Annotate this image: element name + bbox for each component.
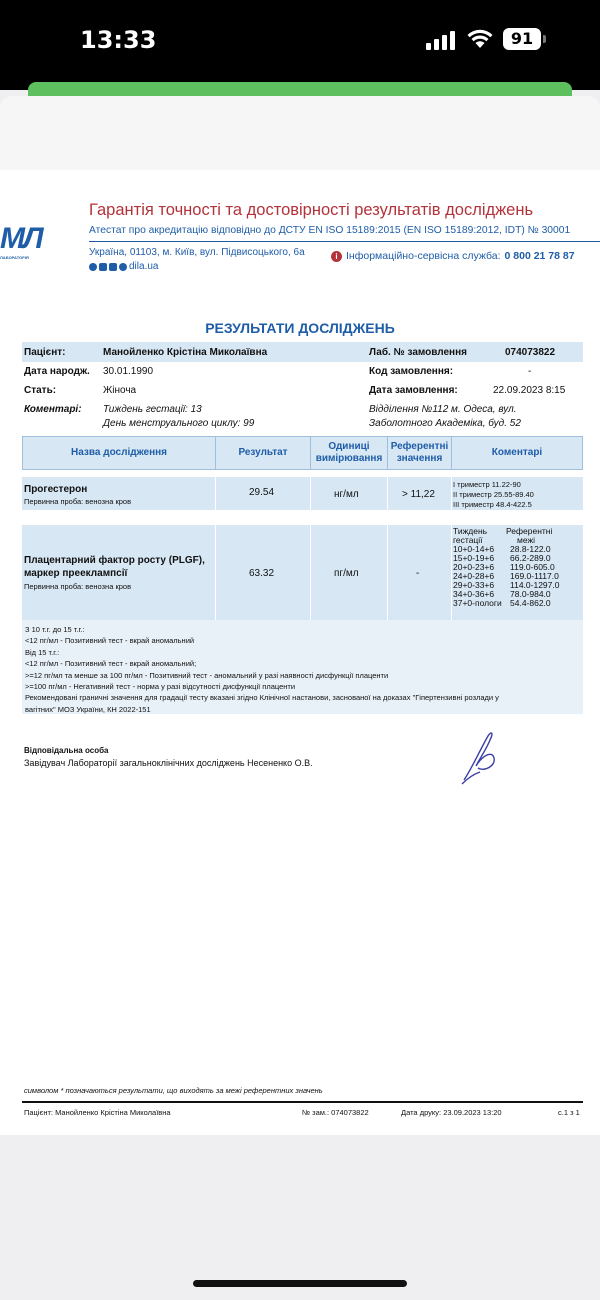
battery-indicator: 91 — [503, 28, 541, 50]
youtube-icon[interactable] — [119, 263, 127, 271]
wifi-icon — [466, 27, 494, 49]
lab-logo: МЛ ЛАБОРАТОРІЯ — [0, 222, 42, 260]
status-bar — [0, 0, 600, 90]
footnote: символом * позначаються результати, що виходять за межі референтних значень — [24, 1086, 323, 1095]
plgf-ref-limits: Референтні межі 28.8-122.0 66.2-289.0 119.0-605.0 169.0-1117.0 114.0-1297.0 78.0-984.0 54.4-862.0 — [506, 526, 560, 608]
viewer-sheet — [0, 96, 600, 172]
service-line — [331, 250, 575, 262]
header-title: Гарантія точності та достовірності результатів досліджень — [89, 201, 534, 219]
cellular-signal-icon — [426, 30, 458, 50]
responsible-label: Відповідальна особа — [24, 746, 109, 755]
status-time: 13:33 — [80, 26, 157, 54]
footer-order: № зам.: 074073822 — [302, 1108, 369, 1117]
battery-tip — [543, 35, 546, 43]
dob-row: Дата народж. 30.01.1990 Код замовлення: - — [24, 366, 532, 377]
instagram-icon[interactable] — [109, 263, 117, 271]
lab-report-document — [0, 170, 600, 1135]
home-indicator[interactable] — [193, 1280, 407, 1287]
responsible-name: Завідувач Лабораторії загальноклінічних досліджень Несененко О.В. — [24, 758, 313, 768]
social-links — [89, 261, 158, 272]
facebook-icon[interactable] — [99, 263, 107, 271]
results-table-header: Назва дослідження Результат Одиниці вимірювання Референтні значення Коментарі — [22, 436, 583, 470]
service-label: Інформаційно-сервісна служба: — [346, 250, 501, 262]
table-row-progesterone: Прогестерон Первинна проба: венозна кров 29.54 нг/мл > 11,22 I триместр 11.22-90 II триместр 25.55-89.40 III триместр 48.4-422.5 — [22, 477, 583, 510]
footer-divider — [22, 1101, 583, 1103]
service-phone[interactable]: 0 800 21 78 87 — [504, 250, 575, 262]
footer-page: с.1 з 1 — [558, 1108, 580, 1117]
comments-row: Коментарі: Тиждень гестації: 13 День менструального циклу: 99 Відділення №112 м. Одеса, вул. Заболотного Академіка, буд. 52 — [24, 404, 521, 429]
document-title: РЕЗУЛЬТАТИ ДОСЛІДЖЕНЬ — [205, 320, 395, 336]
header-divider — [89, 241, 600, 242]
order-date: 22.09.2023 8:15 — [493, 385, 566, 396]
globe-icon[interactable] — [89, 263, 97, 271]
plgf-ref-weeks: Тиждень гестації 10+0-14+6 15+0-19+6 20+0-23+6 24+0-28+6 29+0-33+6 34+0-36+6 37+0-пологи — [453, 526, 502, 608]
patient-row: Пацієнт: Манойленко Крістіна Миколаївна Лаб. № замовлення 074073822 — [22, 342, 583, 362]
website-link[interactable]: dila.ua — [129, 261, 159, 272]
signature — [458, 728, 502, 786]
accreditation-text: Атестат про акредитацію відповідно до ДСТУ EN ISO 15189:2015 (EN ISO 15189:2012, IDT) № 30001 — [89, 225, 571, 236]
sex-row: Стать: Жіноча Дата замовлення: 22.09.2023 8:15 — [24, 385, 566, 396]
patient-name: Манойленко Крістіна Миколаївна — [103, 347, 268, 358]
lab-address: Україна, 01103, м. Київ, вул. Підвисоцького, 6а — [89, 247, 305, 258]
sex-value: Жіноча — [103, 385, 137, 396]
info-icon: i — [331, 251, 342, 262]
footer-print-date: Дата друку: 23.09.2023 13:20 — [401, 1108, 502, 1117]
plgf-interpretation-notes: З 10 т.г. до 15 т.г.: <12 пг/мл - Позитивний тест - вкрай аномальний Від 15 т.г.: <12 пг/мл - Позитивний тест - вкрай аномальний; >=12 пг/мл та менше за 100 пг/мл - Позитивний тест - аномальний у разі наявності дисфункції плаценти >=100 пг/мл - Негативний тест - норма у разі відсутності дисфункції плаценти Рекомендовані граничні значення для градації тесту вказані згідно Клінічної настанови, заснованої на доказах "Гіпертензивні розлади у вагітних" МОЗ України, КН 2022-151 — [22, 620, 583, 714]
order-number: 074073822 — [505, 347, 556, 358]
footer-patient: Пацієнт: Манойленко Крістіна Миколаївна — [24, 1108, 171, 1117]
dob-value: 30.01.1990 — [103, 366, 154, 377]
table-row-plgf: Плацентарний фактор росту (PLGF), маркер прееклампсії Первинна проба: венозна кров 63.32 пг/мл - Тиждень гестації 10+0-14+6 15+0-19+6 20+0-23+6 24+0-28+6 29+0-33+6 34+0-36+6 37+0-пологи Референтні межі 28.8-122.0 66.2-289.0 119.0-605.0 169.0-1117.0 114.0-1297.0 78.0-984.0 54.4-862.0 — [22, 525, 583, 620]
